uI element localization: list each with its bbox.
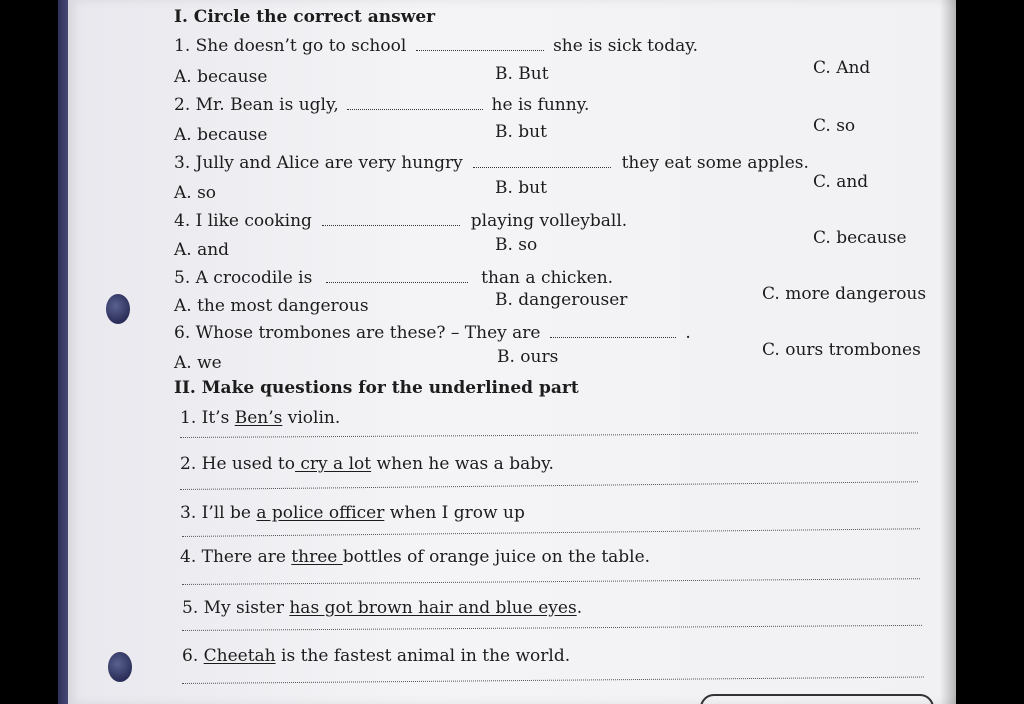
underlined-part: Ben’s (234, 408, 283, 428)
answer-blank[interactable] (347, 97, 483, 110)
underlined-part: has got brown hair and blue eyes (289, 598, 577, 618)
underlined-part: a police officer (256, 503, 385, 523)
answer-line[interactable] (182, 578, 920, 585)
question-text: he is funny. (491, 95, 590, 115)
option-c[interactable]: C. so (813, 116, 856, 136)
answer-blank[interactable] (322, 213, 460, 226)
option-a[interactable]: A. the most dangerous (174, 296, 369, 316)
sentence-text: when I grow up (384, 503, 525, 523)
option-b[interactable]: B. ours (497, 347, 559, 367)
answer-line[interactable] (182, 677, 924, 684)
option-b[interactable]: B. but (495, 178, 547, 198)
question-5 (174, 268, 613, 288)
sentence-text: violin. (282, 408, 341, 428)
rewrite-question-6 (182, 646, 570, 666)
option-a[interactable]: A. because (174, 67, 268, 87)
option-b[interactable]: B. so (495, 235, 538, 255)
underlined-part: Cheetah (203, 646, 276, 666)
question-text: 1. She doesn’t go to school (174, 36, 407, 56)
question-text: 5. A crocodile is (174, 268, 313, 288)
rewrite-question-1 (180, 408, 340, 428)
option-b[interactable]: B. but (495, 122, 547, 142)
underlined-part: three (291, 547, 343, 567)
option-b[interactable]: B. But (495, 64, 549, 84)
sentence-text: bottles of orange juice on the table. (342, 547, 651, 567)
sentence-text: when he was a baby. (371, 454, 554, 474)
option-b[interactable]: B. dangerouser (495, 290, 628, 310)
sentence-text: 4. There are (180, 547, 292, 567)
option-a[interactable]: A. so (174, 183, 217, 203)
section-title: II. Make questions for the underlined part (174, 378, 579, 398)
sentence-text: 1. It’s (180, 408, 235, 428)
option-c[interactable]: C. more dangerous (762, 284, 927, 304)
answer-line[interactable] (180, 481, 918, 490)
option-a[interactable]: A. and (174, 240, 230, 260)
answer-line[interactable] (180, 432, 918, 438)
sentence-text: 3. I’ll be (180, 503, 257, 523)
sentence-text: is the fastest animal in the world. (275, 646, 571, 666)
question-text: . (685, 323, 691, 343)
question-text: 2. Mr. Bean is ugly, (174, 95, 339, 115)
question-text: than a chicken. (481, 268, 614, 288)
answer-blank[interactable] (550, 325, 676, 338)
question-text: 3. Jully and Alice are very hungry (174, 153, 463, 173)
question-6 (174, 323, 691, 343)
rewrite-question-4 (180, 547, 650, 567)
sentence-text: 5. My sister (182, 598, 290, 618)
sentence-text: 2. He used to (180, 454, 295, 474)
question-2 (174, 95, 589, 115)
question-text: playing volleyball. (470, 211, 628, 231)
option-a[interactable]: A. we (174, 353, 222, 373)
answer-blank[interactable] (326, 270, 468, 283)
option-a[interactable]: A. because (174, 125, 268, 145)
answer-blank[interactable] (416, 38, 544, 51)
rewrite-question-5 (182, 598, 582, 618)
underlined-part: cry a lot (295, 454, 372, 474)
question-text: 6. Whose trombones are these? – They are (174, 323, 541, 343)
rewrite-question-2 (180, 454, 554, 474)
rounded-box-outline (700, 694, 934, 704)
option-c[interactable]: C. And (813, 58, 871, 78)
question-3 (174, 153, 809, 173)
sentence-text: 6. (182, 646, 204, 666)
option-c[interactable]: C. ours trombones (762, 340, 921, 360)
answer-line[interactable] (182, 625, 922, 631)
question-1 (174, 36, 698, 56)
question-4 (174, 211, 627, 231)
sentence-text: . (576, 598, 583, 618)
answer-line[interactable] (182, 528, 920, 537)
question-text: they eat some apples. (621, 153, 809, 173)
option-c[interactable]: C. and (813, 172, 869, 192)
option-c[interactable]: C. because (813, 228, 907, 248)
section-title: I. Circle the correct answer (174, 7, 436, 27)
question-text: she is sick today. (553, 36, 699, 56)
rewrite-question-3 (180, 503, 525, 523)
answer-blank[interactable] (473, 155, 611, 168)
question-text: 4. I like cooking (174, 211, 312, 231)
